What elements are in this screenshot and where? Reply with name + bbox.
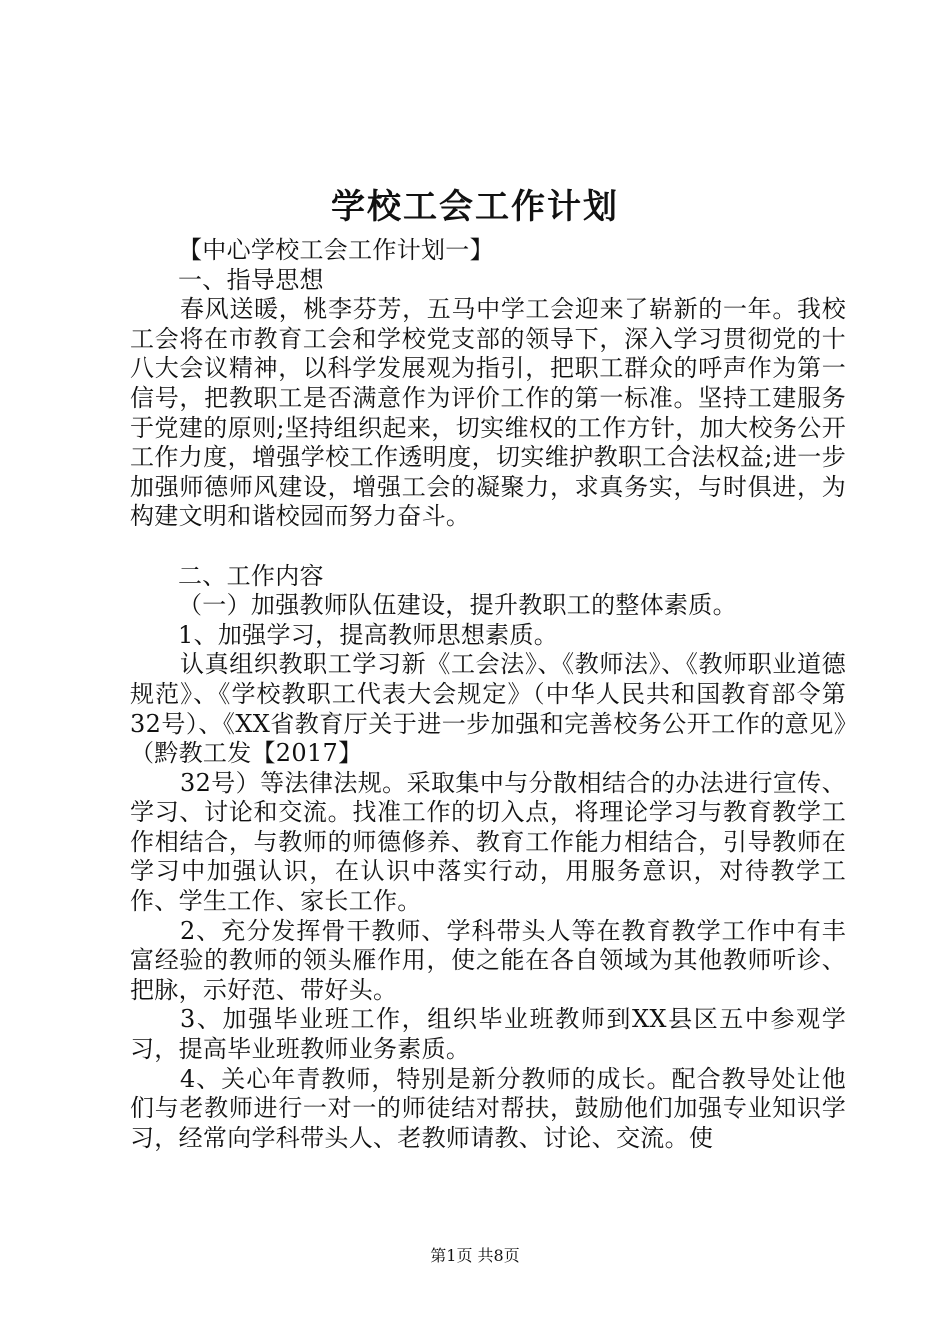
heading-guiding-thought: 一、指导思想 — [178, 265, 324, 294]
subheading-teacher-team: （一）加强教师队伍建设，提升教职工的整体素质。 — [178, 591, 737, 620]
heading-work-content: 二、工作内容 — [178, 561, 324, 590]
item-1-heading: 1、加强学习，提高教师思想素质。 — [178, 620, 559, 649]
item-2: 2、充分发挥骨干教师、学科带头人等在教育教学工作中有丰富经验的教师的领头雁作用，使之能在各自领域为其他教师听诊、把脉，示好范、带好头。 — [130, 916, 846, 1004]
item-4: 4、关心年青教师，特别是新分教师的成长。配合教导处让他们与老教师进行一对一的师徒结对帮扶，鼓励他们加强专业知识学习，经常向学科带头人、老教师请教、讨论、交流。使 — [130, 1064, 846, 1152]
page-footer: 第1页 共8页 — [430, 1246, 520, 1265]
item-3: 3、加强毕业班工作，组织毕业班教师到XX县区五中参观学习，提高毕业班教师业务素质。 — [130, 1005, 846, 1064]
document-title: 学校工会工作计划 — [331, 187, 619, 227]
paragraph-guiding-thought: 春风送暖，桃李芬芳，五马中学工会迎来了崭新的一年。我校工会将在市教育工会和学校党支部的领导下，深入学习贯彻党的十八大会议精神，以科学发展观为指引，把职工群众的呼声作为第一信号，把教职工是否满意作为评价工作的第一标准。坚持工建服务于党建的原则;坚持组织起来，切实维权的工作方针，加大校务公开工作力度，增强学校工作透明度，切实维护教职工合法权益;进一步加强师德师风建设，增强工会的凝聚力，求真务实，与时俱进，为构建文明和谐校园而努力奋斗。 — [130, 295, 846, 531]
document-body — [130, 236, 846, 1153]
paragraph-study-laws: 认真组织教职工学习新《工会法》、《教师法》、《教师职业道德规范》、《学校教职工代表大会规定》（中华人民共和国教育部令第32号）、《XX省教育厅关于进一步加强和完善校务公开工作的意见》（黔教工发【2017】 — [130, 650, 846, 768]
section-header: 【中心学校工会工作计划一】 — [178, 236, 494, 264]
paragraph-gap — [130, 532, 846, 562]
paragraph-study-methods: 32号）等法律法规。采取集中与分散相结合的办法进行宣传、学习、讨论和交流。找准工作的切入点，将理论学习与教育教学工作相结合，与教师的师德修养、教育工作能力相结合，引导教师在学习中加强认识，在认识中落实行动，用服务意识，对待教学工作、学生工作、家长工作。 — [130, 768, 846, 916]
